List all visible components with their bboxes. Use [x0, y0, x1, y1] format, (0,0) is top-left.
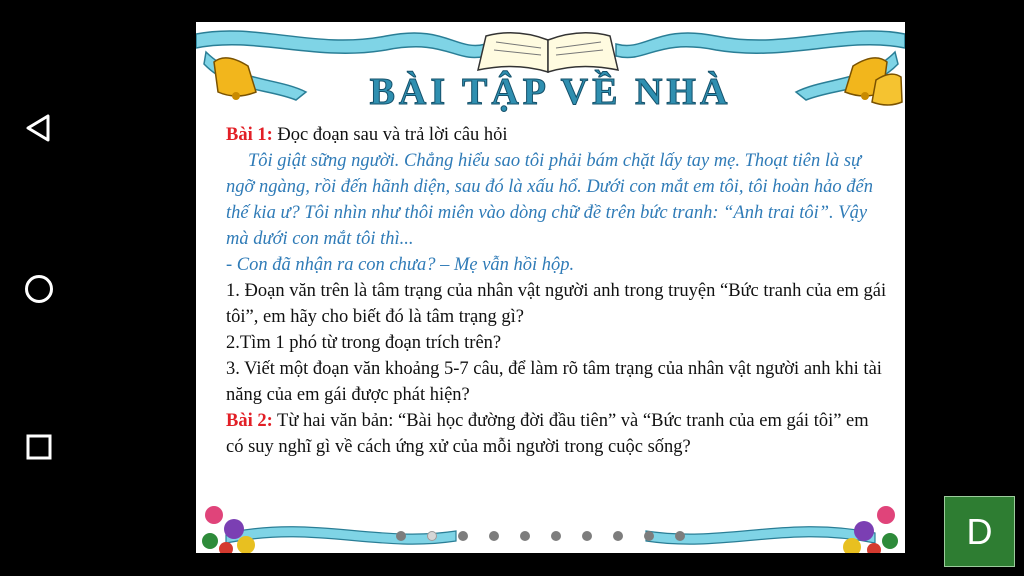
exercise-2-text: Từ hai văn bản: “Bài học đường đời đầu tiên” và “Bức tranh của em gái tôi” em có suy nghĩ gì về cách ứng xử của mỗi người trong cuộc sống? — [226, 411, 869, 457]
pager-dot[interactable] — [644, 531, 654, 541]
pager-dot[interactable] — [675, 531, 685, 541]
pager-dot[interactable] — [396, 531, 406, 541]
question-2: 2.Tìm 1 phó từ trong đoạn trích trên? — [226, 333, 502, 353]
exercise-2-label: Bài 2: — [226, 411, 273, 431]
recents-button[interactable] — [14, 422, 64, 472]
home-button[interactable] — [14, 264, 64, 314]
pager-dot[interactable] — [520, 531, 530, 541]
recents-icon — [24, 432, 54, 462]
exercise-1-instruction: Đọc đoạn sau và trả lời câu hỏi — [272, 125, 508, 145]
exercise-1-heading — [226, 122, 888, 148]
slide-content — [226, 122, 888, 460]
passage-dialogue: - Con đã nhận ra con chưa? – Mẹ vẫn hồi hộp. — [226, 255, 575, 275]
pager-dot[interactable] — [489, 531, 499, 541]
question-1: 1. Đoạn văn trên là tâm trạng của nhân vật người anh trong truyện “Bức tranh của em gái tôi”, em hãy cho biết đó là tâm trạng gì? — [226, 281, 887, 327]
pager-dot[interactable] — [551, 531, 561, 541]
home-icon — [23, 273, 55, 305]
pager-dot[interactable] — [582, 531, 592, 541]
back-icon — [24, 113, 54, 143]
pager-dot[interactable] — [458, 531, 468, 541]
exercise-1-label: Bài 1: — [226, 125, 273, 145]
exercise-2 — [226, 408, 888, 460]
slide-title: BÀI TẬP VỀ NHÀ — [369, 71, 732, 113]
question-3: 3. Viết một đoạn văn khoảng 5-7 câu, để làm rõ tâm trạng của nhân vật người anh khi tài năng của em gái được phát hiện? — [226, 359, 882, 405]
presentation-slide[interactable] — [196, 22, 905, 553]
slide-pager — [396, 531, 685, 543]
navigation-bar — [0, 0, 78, 576]
pager-dot[interactable] — [427, 531, 437, 541]
passage-text: Tôi giật sững người. Chẳng hiểu sao tôi phải bám chặt lấy tay mẹ. Thoạt tiên là sự ngỡ ngàng, rồi đến hãnh diện, sau đó là xấu hổ. Dưới con mắt em tôi, tôi hoàn hảo đến thế kia ư? Tôi nhìn như thôi miên vào dòng chữ đề trên bức tranh: “Anh trai tôi”. Vậy mà dưới con mắt tôi thì... — [226, 151, 873, 249]
pager-dot[interactable] — [613, 531, 623, 541]
book-icon — [478, 33, 618, 72]
d-button[interactable]: D — [944, 496, 1015, 567]
back-button[interactable] — [14, 103, 64, 153]
footer-decoration — [196, 493, 905, 553]
